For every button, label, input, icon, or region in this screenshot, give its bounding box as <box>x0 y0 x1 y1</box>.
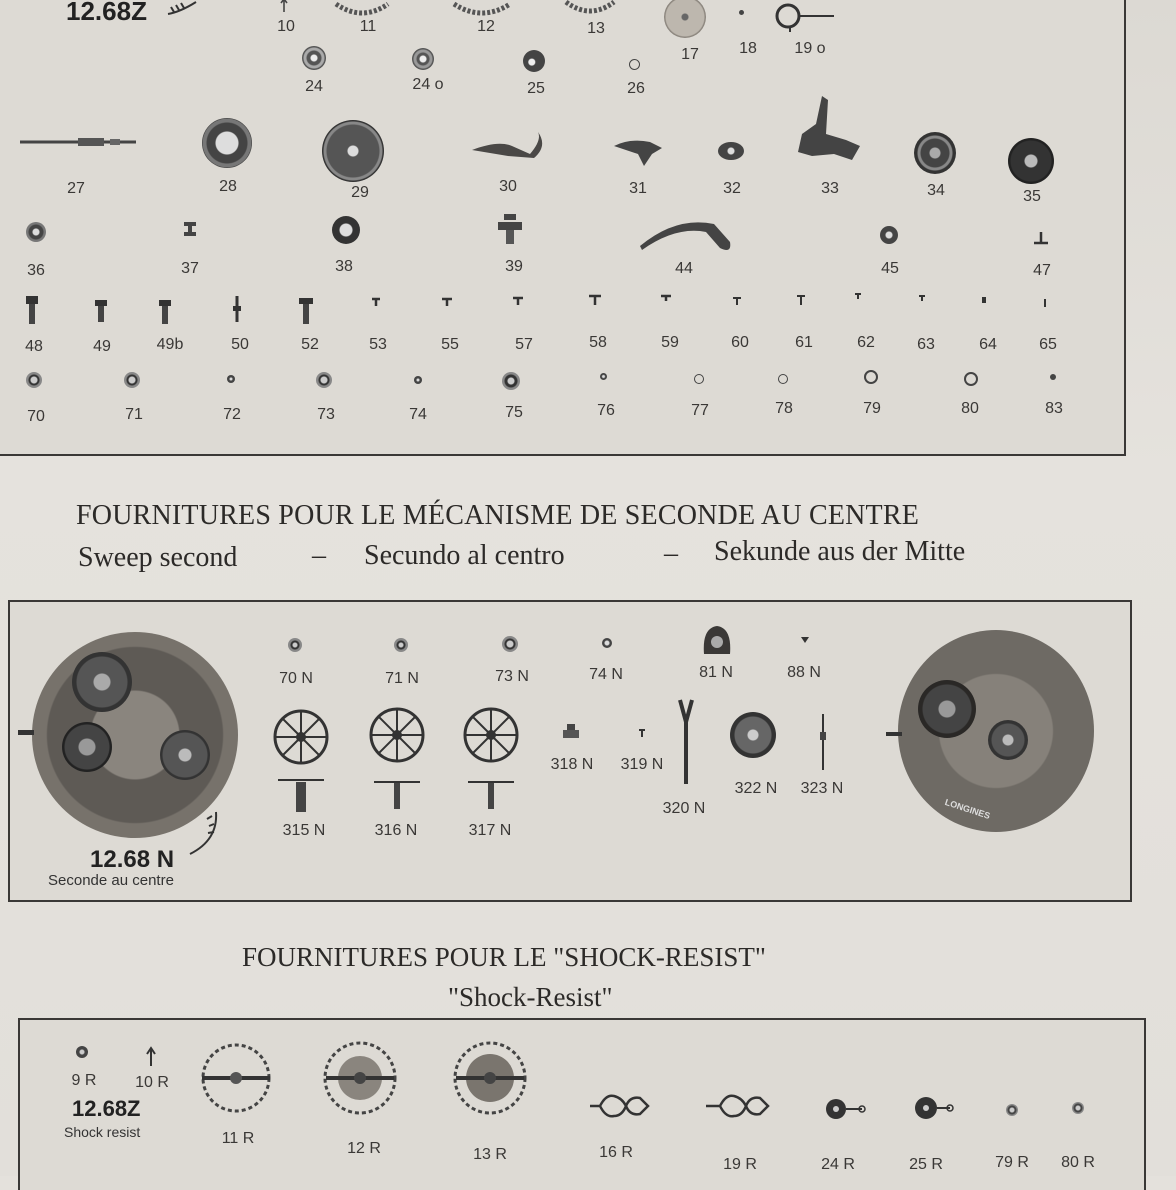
balance-12r-icon <box>320 1038 400 1118</box>
part-label: 74 <box>409 406 427 423</box>
screw-53-icon <box>371 297 381 307</box>
spring-16r-icon <box>586 1090 654 1122</box>
part-30-icon <box>468 126 548 162</box>
part-label: 16 R <box>599 1144 633 1161</box>
part-label: 9 R <box>71 1072 97 1089</box>
part-label: 65 <box>1039 336 1057 353</box>
part-label: 74 N <box>589 666 623 683</box>
screw-62-icon <box>854 292 862 300</box>
part-19-icon <box>768 0 838 32</box>
parts-panel-shock-resist <box>18 1018 1146 1190</box>
part-24r-icon <box>820 1096 866 1122</box>
subtitle-dash: – <box>312 540 326 571</box>
part-label: 60 <box>731 334 749 351</box>
part-label: 52 <box>301 336 319 353</box>
part-label: 72 <box>223 406 241 423</box>
part-45-icon <box>880 226 898 244</box>
section-title-sweep: FOURNITURES POUR LE MÉCANISME DE SECONDE AU CENTRE <box>76 500 920 531</box>
arrow-icon <box>184 808 228 858</box>
balance-13r-icon <box>450 1038 530 1118</box>
part-label: 13 <box>587 20 605 37</box>
part-label: 24 o <box>412 76 444 93</box>
subtitle-italian: Secundo al centro <box>364 540 565 571</box>
part-24-icon <box>302 46 326 70</box>
part-label: 49b <box>156 336 184 353</box>
screw-60-icon <box>732 296 742 306</box>
part-label: 25 <box>527 80 545 97</box>
screw-49-icon <box>94 298 108 324</box>
jewel-73n-icon <box>502 636 518 652</box>
part-label: 12 R <box>347 1140 381 1157</box>
part-34-icon <box>914 132 956 174</box>
model-caption: Seconde au centre <box>48 872 174 889</box>
jewel-74n-icon <box>602 638 612 648</box>
part-label: 315 N <box>282 822 326 839</box>
jewel-71n-icon <box>394 638 408 652</box>
part-label: 33 <box>821 180 839 197</box>
jewel-79r-icon <box>1006 1104 1018 1116</box>
part-label: 50 <box>231 336 249 353</box>
part-label: 64 <box>979 336 997 353</box>
part-24o-icon <box>412 48 434 70</box>
part-18-icon <box>739 10 744 15</box>
part-label: 19 o <box>794 40 826 57</box>
part-320n-icon <box>674 698 698 786</box>
part-label: 319 N <box>620 756 664 773</box>
part-label: 71 N <box>385 670 419 687</box>
brand-engraving: LONGINES <box>943 796 992 822</box>
screw-55-icon <box>441 297 453 307</box>
part-label: 323 N <box>800 780 844 797</box>
arrow-icon <box>166 0 202 20</box>
part-label: 39 <box>505 258 523 275</box>
screw-65-icon <box>1042 298 1048 308</box>
part-label: 53 <box>369 336 387 353</box>
part-label: 24 <box>305 78 323 95</box>
part-label: 10 R <box>135 1074 169 1091</box>
jewel-70-icon <box>26 372 42 388</box>
jewel-78-icon <box>778 374 788 384</box>
part-10r-icon <box>146 1046 156 1068</box>
jewel-80-icon <box>964 372 978 386</box>
part-319n-icon <box>638 728 646 738</box>
part-35-icon <box>1008 138 1054 184</box>
movement-right-image <box>898 630 1094 832</box>
part-label: 12 <box>477 18 495 35</box>
part-label: 34 <box>927 182 945 199</box>
wheel-322n-icon <box>730 712 776 758</box>
jewel-70n-icon <box>288 638 302 652</box>
jewel-77-icon <box>694 374 704 384</box>
part-label: 61 <box>795 334 813 351</box>
part-label: 79 <box>863 400 881 417</box>
part-label: 11 R <box>221 1130 255 1147</box>
part-label: 10 <box>277 18 295 35</box>
screw-52-icon <box>298 296 314 326</box>
part-28-icon <box>202 118 252 168</box>
subtitle-shock: "Shock-Resist" <box>448 982 613 1012</box>
part-10-icon <box>280 0 288 14</box>
section-title-shock: FOURNITURES POUR LE "SHOCK-RESIST" <box>242 942 766 972</box>
part-37-icon <box>182 220 198 238</box>
part-label: 55 <box>441 336 459 353</box>
subtitle-english: Sweep second <box>78 542 238 573</box>
jewel-80r-icon <box>1072 1102 1084 1114</box>
model-number: 12.68 N <box>90 846 175 873</box>
part-29-icon <box>322 120 384 182</box>
part-label: 322 N <box>734 780 778 797</box>
screw-57-icon <box>512 296 524 306</box>
part-318n-icon <box>562 722 580 742</box>
part-label: 35 <box>1023 188 1041 205</box>
part-label: 17 <box>681 46 699 63</box>
part-label: 29 <box>351 184 369 201</box>
part-32-icon <box>718 142 744 160</box>
part-323n-icon <box>818 712 828 772</box>
screw-48-icon <box>24 294 40 326</box>
model-number: 12.68Z <box>72 1096 141 1121</box>
part-label: 28 <box>219 178 237 195</box>
model-number: 12.68Z <box>66 0 147 26</box>
part-label: 58 <box>589 334 607 351</box>
part-label: 24 R <box>821 1156 855 1173</box>
part-label: 88 N <box>787 664 821 681</box>
part-label: 316 N <box>374 822 418 839</box>
jewel-76-icon <box>600 373 607 380</box>
part-label: 32 <box>723 180 741 197</box>
part-label: 70 <box>27 408 45 425</box>
part-label: 63 <box>917 336 935 353</box>
screw-63-icon <box>918 294 926 302</box>
parts-panel-main <box>0 0 1126 456</box>
part-label: 44 <box>675 260 693 277</box>
part-label: 317 N <box>468 822 512 839</box>
jewel-9r-icon <box>76 1046 88 1058</box>
jewel-72-icon <box>227 375 235 383</box>
part-label: 77 <box>691 402 709 419</box>
part-81n-icon <box>700 622 734 656</box>
part-36-icon <box>26 222 46 242</box>
part-12-icon <box>452 0 512 18</box>
part-26-icon <box>629 59 640 70</box>
part-label: 70 N <box>279 670 313 687</box>
subtitle-german: Sekunde aus der Mitte <box>714 536 966 567</box>
jewel-83-icon <box>1050 374 1056 380</box>
part-label: 47 <box>1033 262 1051 279</box>
part-label: 75 <box>505 404 523 421</box>
part-label: 13 R <box>473 1146 507 1163</box>
part-label: 11 <box>359 18 377 35</box>
part-label: 73 N <box>495 668 529 685</box>
pinion-315n-icon <box>276 776 326 816</box>
part-label: 71 <box>125 406 143 423</box>
part-label: 48 <box>25 338 43 355</box>
part-label: 26 <box>627 80 645 97</box>
part-11-icon <box>334 0 390 18</box>
part-label: 25 R <box>909 1156 943 1173</box>
jewel-73-icon <box>316 372 332 388</box>
part-13-icon <box>564 0 616 16</box>
part-label: 78 <box>775 400 793 417</box>
part-label: 320 N <box>662 800 706 817</box>
part-label: 31 <box>629 180 647 197</box>
part-33-icon <box>792 94 866 166</box>
part-44-icon <box>636 212 736 256</box>
part-31-icon <box>610 134 666 168</box>
part-label: 73 <box>317 406 335 423</box>
part-27-icon <box>18 134 138 150</box>
spring-19r-icon <box>702 1090 774 1122</box>
part-label: 57 <box>515 336 533 353</box>
jewel-74-icon <box>414 376 422 384</box>
screw-59-icon <box>660 294 672 302</box>
jewel-75-icon <box>502 372 520 390</box>
part-25-icon <box>523 50 545 72</box>
screw-50-icon <box>232 294 242 324</box>
wheel-315n-icon <box>272 708 330 766</box>
part-39-icon <box>496 212 526 246</box>
part-17-icon <box>664 0 706 38</box>
part-label: 27 <box>67 180 85 197</box>
parts-panel-sweep-second <box>8 600 1132 902</box>
balance-11r-icon <box>198 1040 274 1116</box>
part-47-icon <box>1032 230 1050 246</box>
part-88n-icon <box>800 636 810 644</box>
screw-64-icon <box>980 296 988 304</box>
part-label: 18 <box>739 40 757 57</box>
wheel-317n-icon <box>462 706 520 764</box>
model-caption: Shock resist <box>64 1124 141 1140</box>
part-label: 62 <box>857 334 875 351</box>
part-label: 30 <box>499 178 517 195</box>
jewel-79-icon <box>864 370 878 384</box>
screw-49b-icon <box>158 298 172 326</box>
part-38-icon <box>332 216 360 244</box>
part-label: 81 N <box>699 664 733 681</box>
part-label: 36 <box>27 262 45 279</box>
part-label: 45 <box>881 260 899 277</box>
part-label: 49 <box>93 338 111 355</box>
wheel-316n-icon <box>368 706 426 764</box>
part-label: 38 <box>335 258 353 275</box>
part-label: 37 <box>181 260 199 277</box>
part-label: 76 <box>597 402 615 419</box>
part-label: 318 N <box>550 756 594 773</box>
part-label: 79 R <box>995 1154 1029 1171</box>
pinion-316n-icon <box>372 778 422 814</box>
part-25r-icon <box>910 1094 956 1122</box>
part-label: 83 <box>1045 400 1063 417</box>
screw-58-icon <box>588 294 602 306</box>
part-label: 80 R <box>1061 1154 1095 1171</box>
subtitle-dash: – <box>664 538 678 569</box>
screw-61-icon <box>796 294 806 306</box>
jewel-71-icon <box>124 372 140 388</box>
pinion-317n-icon <box>466 778 516 814</box>
part-label: 19 R <box>723 1156 757 1173</box>
part-label: 59 <box>661 334 679 351</box>
part-label: 80 <box>961 400 979 417</box>
